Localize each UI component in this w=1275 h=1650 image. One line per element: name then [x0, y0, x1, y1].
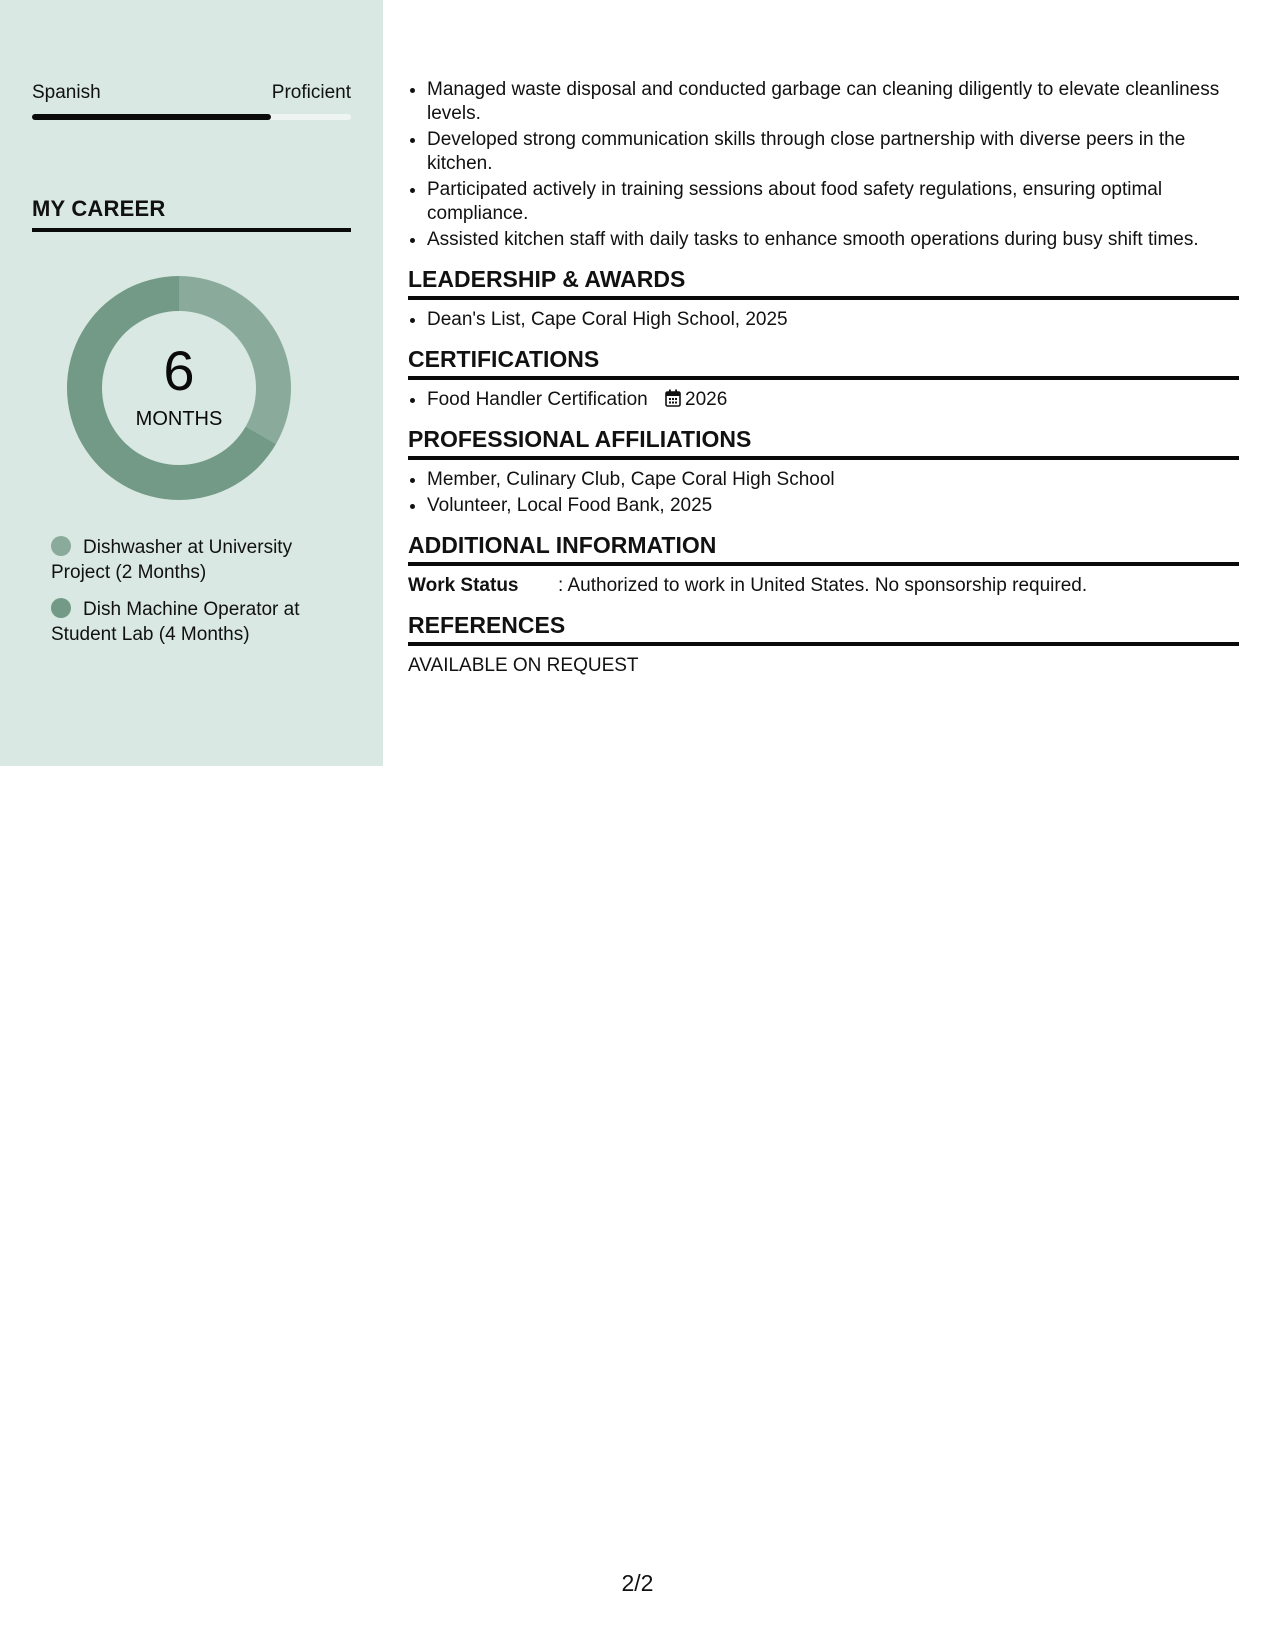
leadership-list [408, 308, 1239, 332]
language-proficiency-bar [32, 114, 351, 120]
career-legend-item [51, 535, 351, 585]
leadership-heading: LEADERSHIP & AWARDS [408, 266, 1239, 300]
references-text: AVAILABLE ON REQUEST [408, 655, 639, 676]
page-number: 2/2 [621, 1570, 654, 1596]
affiliation-item: • Volunteer, Local Food Bank, 2025 [427, 494, 1239, 518]
career-legend [51, 535, 351, 659]
experience-bullet: • Developed strong communication skills through close partnership with diverse peers in the kitchen. [427, 128, 1239, 176]
language-row [32, 82, 351, 104]
sidebar [0, 0, 383, 766]
main-content [408, 78, 1239, 678]
career-donut-chart [66, 275, 292, 501]
experience-bullet-list [408, 78, 1239, 252]
legend-dot [51, 598, 71, 618]
language-level: Proficient [271, 82, 351, 103]
additional-info-heading: ADDITIONAL INFORMATION [408, 532, 1239, 566]
experience-bullet: • Participated actively in training sessions about food safety regulations, ensuring optimal compliance. [427, 178, 1239, 226]
certification-year: 2026 [685, 389, 728, 410]
affiliation-item: • Member, Culinary Club, Cape Coral High School [427, 468, 1239, 492]
language-name: Spanish [32, 82, 101, 103]
career-total-number: 6 [163, 339, 195, 402]
career-total-unit: MONTHS [135, 408, 223, 430]
affiliations-list [408, 468, 1239, 518]
references-heading: REFERENCES [408, 612, 1239, 646]
experience-bullet: • Managed waste disposal and conducted garbage can cleaning diligently to elevate cleanliness levels. [427, 78, 1239, 126]
career-heading: MY CAREER [32, 196, 351, 232]
experience-bullet: • Assisted kitchen staff with daily tasks to enhance smooth operations during busy shift times. [427, 228, 1239, 252]
certification-name: Food Handler Certification [427, 389, 648, 410]
certifications-list [408, 388, 1239, 412]
career-legend-label: Dishwasher at University Project (2 Months) [51, 537, 293, 583]
legend-dot [51, 536, 71, 556]
work-status-row [408, 574, 1239, 598]
affiliations-heading: PROFESSIONAL AFFILIATIONS [408, 426, 1239, 460]
work-status-value: : Authorized to work in United States. No sponsorship required. [558, 575, 1088, 596]
language-proficiency-fill [32, 114, 271, 120]
leadership-item: • Dean's List, Cape Coral High School, 2025 [427, 308, 1239, 332]
career-legend-label: Dish Machine Operator at Student Lab (4 Months) [51, 599, 300, 645]
certification-item [427, 388, 1239, 412]
certifications-heading: CERTIFICATIONS [408, 346, 1239, 380]
calendar-icon [665, 389, 681, 407]
career-legend-item [51, 597, 351, 647]
work-status-key: Work Status [408, 575, 519, 596]
